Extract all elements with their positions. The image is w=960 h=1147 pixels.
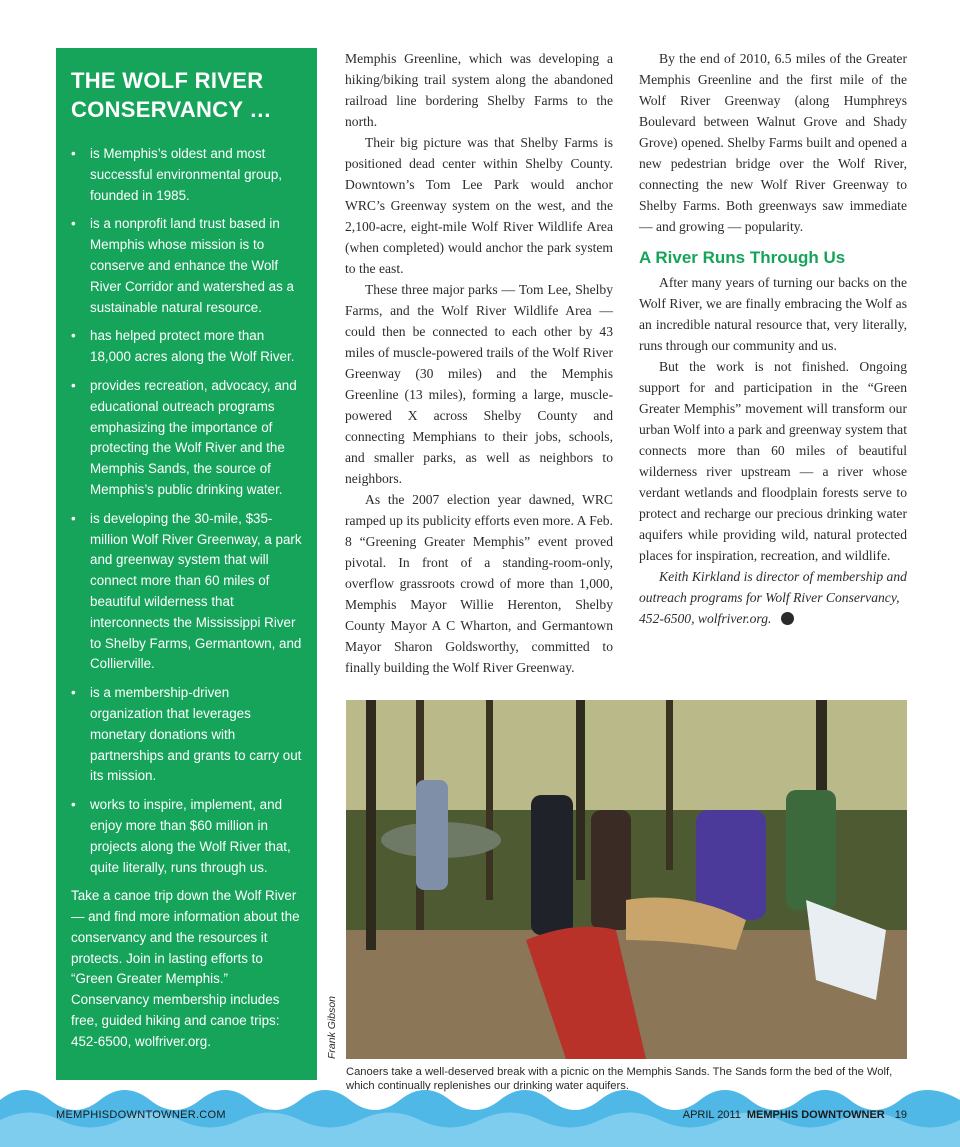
list-item: • is a nonprofit land trust based in Memphis whose mission is to conserve and enhance the Wolf River Corridor and watershed as a sustainable natural resource. [71, 216, 294, 315]
tree-trunk [576, 700, 585, 880]
tree-trunk [366, 700, 376, 950]
person-figure [696, 810, 766, 920]
paragraph: These three major parks — Tom Lee, Shelby Farms, and the Wolf River Wildlife Area — could then be connected to each other by 43 miles of muscle-powered trails of the Wolf River Greenway (30 miles) and the Memphis Greenline (13 miles), forming a large, muscle-powered X across Shelby County and connecting Memphians to their jobs, schools, and smaller parks, as well as neighbors to neighbors. [345, 282, 613, 486]
bullet-icon: • [71, 797, 76, 813]
tree-trunk [486, 700, 493, 900]
person-figure [786, 790, 836, 910]
sidebar-list [71, 144, 303, 878]
footer-magazine-name: MEMPHIS DOWNTOWNER [746, 1109, 885, 1121]
article-column-middle [345, 48, 613, 678]
list-item: • has helped protect more than 18,000 acres along the Wolf River. [71, 328, 295, 365]
paragraph: By the end of 2010, 6.5 miles of the Greater Memphis Greenline and the first mile of the Wolf River Greenway (along Humphreys Boulevard between Walnut Grove and Shady Grove) opened. Shelby Farms built and opened a new pedestrian bridge over the Wolf River, connecting the new Wolf River Greenway to Shelby Farms. Both greenways saw immediate — and growing — popularity. [639, 51, 907, 234]
paragraph: As the 2007 election year dawned, WRC ramped up its publicity efforts even more. A Feb. 8 “Greening Greater Memphis” event proved pivotal. In front of a standing-room-only, overflow grassroots crowd of more than 1,000, Memphis Mayor Willie Herenton, Shelby County Mayor A C Wharton, and Germantown Mayor Sharon Goldsworthy, committed to finally building the Wolf River Greenway. [345, 492, 613, 675]
list-item: • is a membership-driven organization that leverages monetary donations with partnerships and grants to carry out its mission. [71, 685, 302, 784]
bullet-icon: • [71, 377, 76, 393]
photo-credit: Frank Gibson [326, 995, 338, 1059]
sidebar-closing-text: Take a canoe trip down the Wolf River — and find more information about the conservancy and the resources it protects. Join in lasting efforts to “Green Greater Memphis.” Conservancy membership includes free, guided hiking and canoe trips: 452-6500, wolfriver.org. [71, 888, 300, 1049]
list-item: • works to inspire, implement, and enjoy more than $60 million in projects along the Wolf River that, quite literally, runs through us. [71, 797, 291, 875]
section-heading: A River Runs Through Us [639, 248, 846, 267]
paragraph: After many years of turning our backs on the Wolf River, we are finally embracing the Wolf as an incredible natural resource that, very literally, runs through our community and us. [639, 275, 907, 353]
footer-website: MEMPHISDOWNTOWNER.COM [56, 1109, 226, 1121]
person-figure [416, 780, 448, 890]
bullet-icon: • [71, 146, 76, 161]
article-column-right [639, 48, 907, 629]
paragraph: But the work is not finished. Ongoing support for and participation in the “Green Greater Memphis” movement will transform our urban Wolf into a park and greenway system that connects more than 60 miles of beautiful wilderness river upstream — a river whose verdant wetlands and floodplain forests serve to protect and recharge our precious drinking water aquifers while providing wild, natural protected places for inspiration, recreation, and wildlife. [639, 359, 907, 563]
photo-caption: Canoers take a well-deserved break with a picnic on the Memphis Sands. The Sands form the bed of the Wolf, which continually replenishes our drinking water aquifers. [346, 1066, 893, 1092]
photo-illustration [346, 700, 907, 1059]
sidebar-title: THE WOLF RIVER CONSERVANCY … [71, 68, 272, 122]
person-figure [531, 795, 573, 935]
canoe-picnic-photo [346, 700, 907, 1059]
list-item: • is Memphis’s oldest and most successful environmental group, founded in 1985. [71, 146, 283, 203]
bullet-icon: • [71, 685, 76, 701]
footer-issue-info [683, 1109, 907, 1121]
page-number: 19 [894, 1109, 907, 1121]
end-mark-icon [781, 612, 794, 625]
bullet-icon: • [71, 216, 76, 232]
person-figure [591, 810, 631, 930]
bullet-icon: • [71, 510, 76, 526]
paragraph: Memphis Greenline, which was developing a hiking/biking trail system along the abandoned railroad line bordering Shelby Farms to the north. [345, 51, 613, 129]
list-item: • provides recreation, advocacy, and educational outreach programs emphasizing the importance of protecting the Wolf River and the Memphis Sands, the source of Memphis’s public drinking water. [71, 377, 297, 497]
paragraph: Their big picture was that Shelby Farms is positioned dead center within Shelby County. Downtown’s Tom Lee Park would anchor WRC’s Greenway system on the west, and the 2,100-acre, eight-mile Wolf River Wildlife Area (when completed) would anchor the park system to the east. [345, 135, 613, 276]
list-item: • is developing the 30-mile, $35-million Wolf River Greenway, a park and greenway system that will connect more than 60 miles of beautiful wilderness that interconnects the Mississippi River to Shelby Farms, Germantown, and Collierville. [71, 510, 302, 672]
conservancy-sidebar [56, 48, 317, 1080]
bullet-icon: • [71, 328, 76, 344]
author-byline: Keith Kirkland is director of membership and outreach programs for Wolf River Conservancy, 452-6500, wolfriver.org. [639, 569, 907, 626]
tree-trunk [666, 700, 673, 870]
footer-date: APRIL 2011 [682, 1109, 741, 1121]
